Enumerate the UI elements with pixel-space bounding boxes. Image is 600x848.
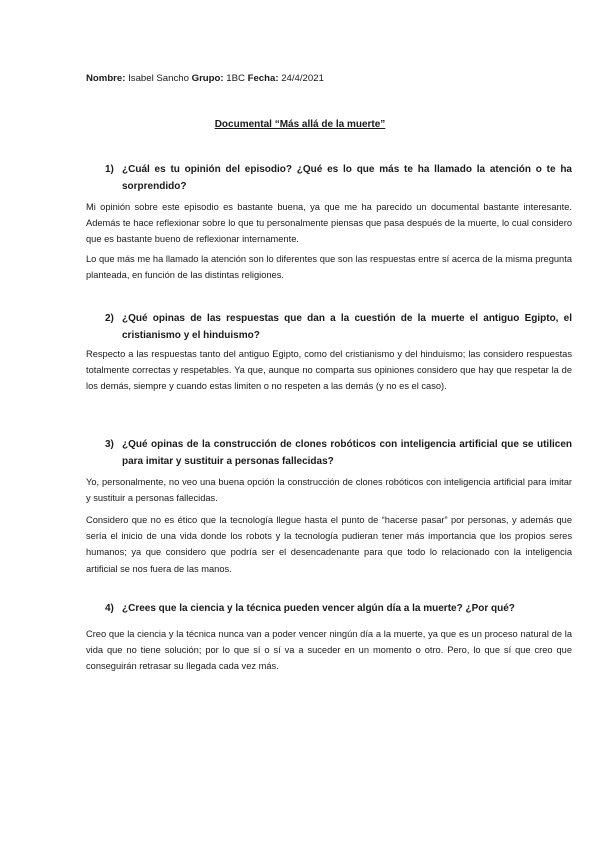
question-number: 2) xyxy=(105,313,114,324)
document-title-text: Documental “Más allá de la muerte” xyxy=(214,119,386,130)
question-4 xyxy=(105,600,572,617)
question-text: ¿Qué opinas de las respuestas que dan a la cuestión de la muerte el antiguo Egipto, el cristianismo y el hinduismo? xyxy=(122,313,572,341)
question-text: ¿Crees que la ciencia y la técnica pueden vencer algún día a la muerte? ¿Por qué? xyxy=(122,603,515,614)
question-number: 4) xyxy=(105,603,114,614)
document-title xyxy=(0,119,600,130)
question-3 xyxy=(105,436,572,470)
answer-paragraph: Mi opinión sobre este episodio es bastante buena, ya que me ha parecido un documental bastante interesante. Además te hace reflexionar sobre lo que tu personalmente piensas que pasa después de la muerte, lo cual considero que es bastante bueno de reflexionar internamente. xyxy=(86,202,572,245)
question-text: ¿Qué opinas de la construcción de clones robóticos con inteligencia artificial que se utilicen para imitar y sustituir a personas fallecidas? xyxy=(122,439,572,467)
date-value: 24/4/2021 xyxy=(281,73,324,84)
question-1 xyxy=(105,161,572,195)
name-value: Isabel Sancho xyxy=(128,73,189,84)
date-label: Fecha: xyxy=(247,73,279,84)
name-label: Nombre: xyxy=(86,73,126,84)
question-text: ¿Cuál es tu opinión del episodio? ¿Qué es lo que más te ha llamado la atención o te ha sorprendido? xyxy=(122,164,572,192)
group-value: 1BC xyxy=(226,73,245,84)
answer-paragraph: Yo, personalmente, no veo una buena opción la construcción de clones robóticos con inteligencia artificial para imitar y sustituir a personas fallecidas. xyxy=(86,477,572,504)
question-number: 3) xyxy=(105,439,114,450)
answer-paragraph: Lo que más me ha llamado la atención son lo diferentes que son las respuestas entre sí acerca de la misma pregunta planteada, en función de las distintas religiones. xyxy=(86,254,572,281)
question-number: 1) xyxy=(105,164,114,175)
answer-paragraph: Creo que la ciencia y la técnica nunca van a poder vencer ningún día a la muerte, ya que es un proceso natural de la vida que no tiene solución; por lo que sí o sí va a suceder en un momento o otro. Pero, lo que sí que creo que conseguirán retrasar su llegada cada vez más. xyxy=(86,629,572,672)
question-2 xyxy=(105,310,572,344)
group-label: Grupo: xyxy=(191,73,224,84)
answer-paragraph: Respecto a las respuestas tanto del antiguo Egipto, como del cristianismo y del hinduismo; las considero respuestas totalmente correctas y respetables. Ya que, aunque no comparta sus opiniones considero que hay que respetar la de los demás, siempre y cuando estas limiten o no respeten a las demás (y no es el caso). xyxy=(86,349,572,392)
student-info-line xyxy=(86,73,324,84)
answer-paragraph: Considero que no es ético que la tecnología llegue hasta el punto de “hacerse pasar” por personas, y además que sería el inicio de una vida donde los robots y la tecnología pudieran tener más importancia que los propios seres humanos; ya que considero que podría ser el desencadenante para que todo lo relacionado con la inteligencia artificial se nos fuera de las manos. xyxy=(86,515,572,574)
